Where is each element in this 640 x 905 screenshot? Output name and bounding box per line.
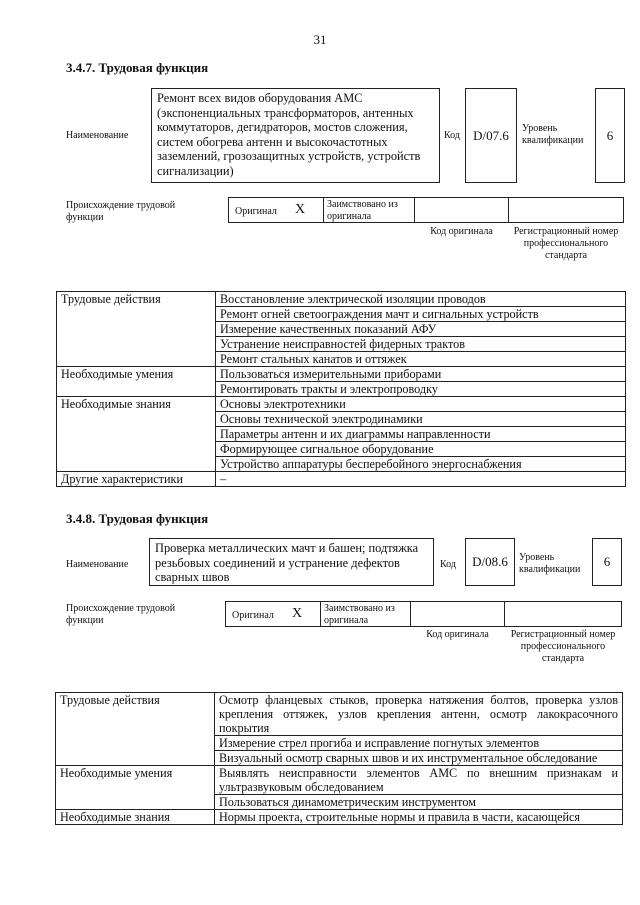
action-item: Ремонт стальных канатов и оттяжек [216,352,626,367]
function-name-box-347: Ремонт всех видов оборудования АМС (экспоненциальных трансформаторов, антенных коммутаторов, дегидраторов, мостов сложения, систем обогрева антенн и высокочастотных заземлений, грозозащитных устройств, устройств сигнализации) [151,88,440,183]
knowledge-item: Устройство аппаратуры бесперебойного энергоснабжения [216,457,626,472]
knowledge-label-348: Необходимые знания [56,810,215,825]
skill-item: Ремонтировать тракты и электропроводку [216,382,626,397]
action-item: Измерение качественных показаний АФУ [216,322,626,337]
borrowed-cell-347: Заимствовано из оригинала [323,197,415,223]
knowledge-item: Нормы проекта, строительные нормы и правила в части, касающейся [215,810,623,825]
code-original-caption-348: Код оригинала [426,629,489,640]
origin-label-348: Происхождение трудовой функции [66,603,176,626]
reg-number-caption-347: Регистрационный номер профессионального стандарта [513,226,619,261]
original-mark-348: X [292,606,303,621]
level-label-348: Уровень квалификации [519,552,581,575]
code-value-347: D/07.6 [465,88,517,183]
function-table-348 [55,692,623,825]
level-value-348: 6 [592,538,622,586]
name-label-347: Наименование [66,130,129,141]
original-label-348: Оригинал [232,610,274,621]
code-label-347: Код [444,130,460,141]
code-label-348: Код [440,559,456,570]
section-heading-347: 3.4.7. Трудовая функция [66,60,209,75]
code-original-cell-347 [414,197,509,223]
code-value-348: D/08.6 [465,538,515,586]
skills-label-347: Необходимые умения [57,367,216,397]
action-item: Визуальный осмотр сварных швов и их инструментальное обследование [215,751,623,766]
reg-number-cell-348 [504,601,622,627]
knowledge-item: Параметры антенн и их диаграммы направленности [216,427,626,442]
skills-label-348: Необходимые умения [56,766,215,810]
original-cell-348 [225,601,321,627]
reg-number-caption-348: Регистрационный номер профессионального стандарта [510,629,616,664]
skill-item: Выявлять неисправности элементов АМС по внешним признакам и ультразвуковым обследованием [215,766,623,795]
level-value-347: 6 [595,88,625,183]
skill-item: Пользоваться динамометрическим инструментом [215,795,623,810]
action-item: Устранение неисправностей фидерных трактов [216,337,626,352]
actions-label-347: Трудовые действия [57,292,216,367]
original-cell-347 [228,197,324,223]
name-label-348: Наименование [66,559,129,570]
knowledge-item: Основы электротехники [216,397,626,412]
code-original-cell-348 [410,601,505,627]
action-item: Осмотр фланцевых стыков, проверка натяжения болтов, проверка узлов крепления оттяжек, узлов крепления антенн, осмотр лакокрасочного покрытия [215,693,623,736]
original-mark-347: X [295,202,306,217]
actions-label-348: Трудовые действия [56,693,215,766]
level-label-347: Уровень квалификации [522,123,584,146]
function-name-box-348: Проверка металлических мачт и башен; подтяжка резьбовых соединений и устранение дефектов сварных швов [149,538,434,586]
knowledge-label-347: Необходимые знания [57,397,216,472]
page-number: 31 [313,32,327,47]
borrowed-cell-348: Заимствовано из оригинала [320,601,411,627]
function-table-347 [56,291,626,487]
action-item: Ремонт огней светоограждения мачт и сигнальных устройств [216,307,626,322]
other-value-347: – [216,472,626,487]
original-label-347: Оригинал [235,206,277,217]
knowledge-item: Формирующее сигнальное оборудование [216,442,626,457]
knowledge-item: Основы технической электродинамики [216,412,626,427]
skill-item: Пользоваться измерительными приборами [216,367,626,382]
section-heading-348: 3.4.8. Трудовая функция [66,511,209,526]
other-label-347: Другие характеристики [57,472,216,487]
origin-label-347: Происхождение трудовой функции [66,200,176,223]
action-item: Измерение стрел прогиба и исправление погнутых элементов [215,736,623,751]
reg-number-cell-347 [508,197,624,223]
code-original-caption-347: Код оригинала [430,226,493,237]
action-item: Восстановление электрической изоляции проводов [216,292,626,307]
